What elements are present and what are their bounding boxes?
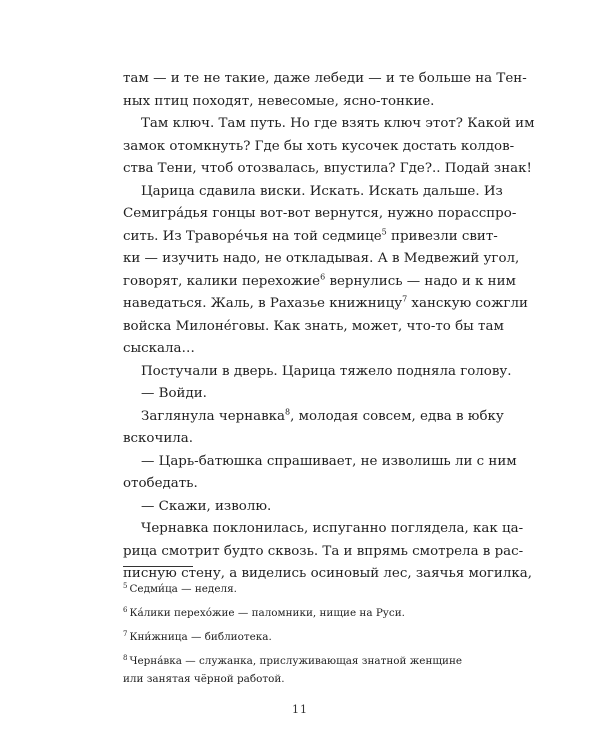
text-line-content: Чернавка поклонилась, испуганно поглядела, как ца- <box>141 521 524 536</box>
text-line-content: Там ключ. Там путь. Но где взять ключ этот? Какой им <box>141 116 535 131</box>
text-line-content: Царица сдавила виски. Искать. Искать дальше. Из <box>141 183 503 199</box>
text-line <box>123 496 478 519</box>
text-line <box>123 428 478 451</box>
text-line <box>123 113 535 136</box>
footnotes <box>123 580 478 694</box>
text-line-content: рица смотрит будто сквозь. Та и впрямь смотрела в рас- <box>123 543 524 559</box>
text-line <box>123 248 520 271</box>
text-line-content: ства Тени, чтоб отозвалась, впустила? Где?.. Подай знак! <box>123 161 532 176</box>
footnote-ref[interactable]: 6 <box>320 272 326 282</box>
text-line-content: вернулись — надо и к ним <box>325 273 516 289</box>
footnote-item <box>123 628 478 646</box>
text-line-content: ных птиц походят, невесомые, ясно-тонкие. <box>123 93 435 109</box>
text-line-content: ханскую сожгли <box>407 296 528 311</box>
footnote-number: 8 <box>123 653 128 662</box>
text-line-content: Постучали в дверь. Царица тяжело подняла голову. <box>141 363 512 379</box>
footnote-number: 5 <box>123 581 128 590</box>
text-line-content: привезли свит- <box>386 228 498 244</box>
text-line <box>123 338 478 361</box>
page-number: 11 <box>292 703 308 716</box>
text-line-content: сыскала… <box>123 341 195 356</box>
text-line <box>123 158 532 181</box>
text-line-content: отобедать. <box>123 476 198 491</box>
footnote-text: Ка́лики перехо́жие — паломники, нищие на Руси. <box>129 607 405 619</box>
text-line-content: — Скажи, изволю. <box>141 498 272 514</box>
text-line-content: Заглянула чернавка <box>141 408 285 424</box>
text-line-content: говорят, калики перехожие <box>123 273 321 289</box>
text-line <box>123 473 478 496</box>
text-line <box>123 316 504 339</box>
text-line <box>123 293 528 316</box>
text-line <box>123 451 517 474</box>
text-line-content: — Войди. <box>141 386 207 401</box>
footnote-text: Черна́вка — служанка, прислуживающая знатной женщине или занятая чёрной работой. <box>123 655 463 685</box>
text-line <box>123 383 478 406</box>
text-line <box>123 203 517 226</box>
text-line <box>123 181 503 204</box>
footnote-separator <box>123 566 193 567</box>
text-line <box>123 361 512 384</box>
text-line <box>123 541 524 564</box>
text-line-content: там — и те не такие, даже лебеди — и те больше на Тен- <box>123 71 527 86</box>
text-line-content: замок отомкнуть? Где бы хоть кусочек достать колдов- <box>123 138 515 154</box>
footnote-text: Седми́ца — неделя. <box>129 583 237 595</box>
text-line-content: Семигра́дья гонцы вот-вот вернутся, нужно порасспро- <box>123 206 517 221</box>
footnote-text: Кни́жница — библиотека. <box>129 631 272 643</box>
main-text <box>123 68 535 586</box>
text-line-content: писную стену, а виделись осиновый лес, заячья могилка, <box>123 566 532 581</box>
footnote-ref[interactable]: 5 <box>381 227 387 237</box>
text-line-content: сить. Из Травоpе́чья на той седмице <box>123 228 382 244</box>
footnote-item <box>123 604 478 622</box>
text-line <box>123 406 504 429</box>
footnote-ref[interactable]: 7 <box>402 294 408 304</box>
footnote-number: 6 <box>123 605 128 614</box>
text-line-content: — Царь-батюшка спрашивает, не изволишь ли с ним <box>141 453 517 469</box>
text-line <box>123 91 478 114</box>
footnote-ref[interactable]: 8 <box>285 407 291 417</box>
text-line-content: , молодая совсем, едва в юбку <box>290 408 504 424</box>
text-line-content: войска Милоне́говы. Как знать, может, что-то бы там <box>123 318 504 334</box>
text-line <box>123 271 516 294</box>
text-line <box>123 518 524 541</box>
text-line <box>123 68 527 91</box>
text-line-content: наведаться. Жаль, в Рахазье книжницу <box>123 296 403 311</box>
text-line-content: вскочила. <box>123 431 193 446</box>
text-line <box>123 136 515 159</box>
footnote-item <box>123 580 478 598</box>
text-line <box>123 226 498 249</box>
footnote-number: 7 <box>123 629 128 638</box>
text-line-content: ки — изучить надо, не откладывая. А в Медвежий угол, <box>123 251 520 266</box>
footnote-item <box>123 652 478 688</box>
